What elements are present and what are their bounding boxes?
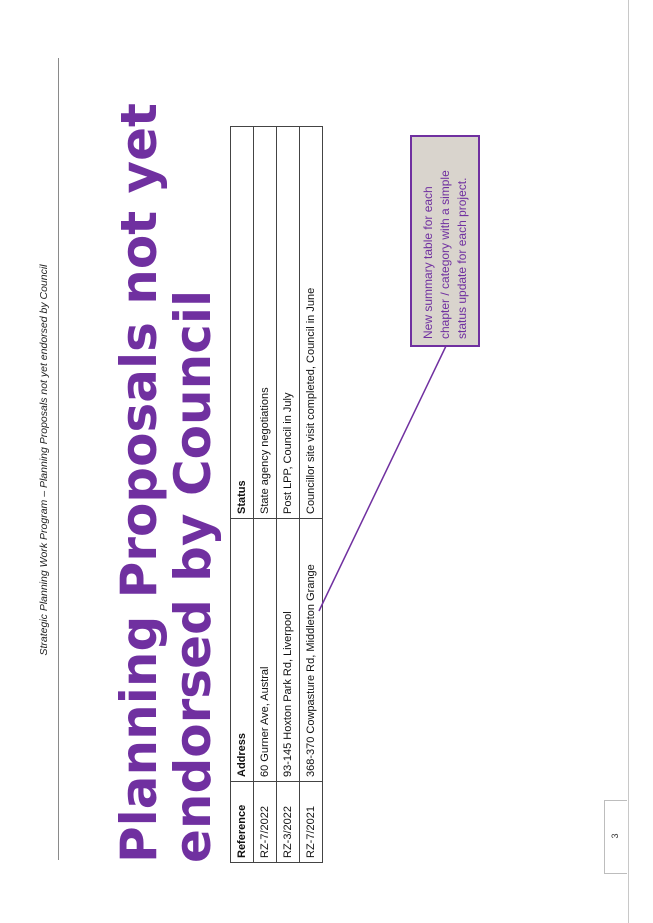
cell-reference: RZ-7/2021	[300, 782, 323, 863]
header-reference: Reference	[231, 782, 254, 863]
callout-text: New summary table for each chapter / category with a simple status update for each project.	[421, 170, 469, 339]
page-content	[112, 103, 332, 863]
table-header-row	[231, 127, 254, 863]
cell-reference: RZ-3/2022	[277, 782, 300, 863]
header-status: Status	[231, 127, 254, 519]
page-number: 3	[610, 833, 620, 839]
header-address: Address	[231, 519, 254, 782]
planning-proposals-table	[230, 126, 323, 863]
cell-status: State agency negotiations	[254, 127, 277, 519]
table-row	[277, 127, 300, 863]
table-row	[254, 127, 277, 863]
header-rule	[58, 58, 59, 860]
page-title: Planning Proposals not yet endorsed by Council	[110, 103, 222, 863]
cell-address: 93-145 Hoxton Park Rd, Liverpool	[277, 519, 300, 782]
page-edge-line	[628, 0, 629, 923]
cell-status: Councillor site visit completed, Council in June	[300, 127, 323, 519]
cell-address: 60 Gurner Ave, Austral	[254, 519, 277, 782]
cell-status: Post LPP, Council in July	[277, 127, 300, 519]
running-header: Strategic Planning Work Program – Planning Proposals not yet endorsed by Council	[38, 264, 50, 656]
cell-reference: RZ-7/2022	[254, 782, 277, 863]
cell-address: 368-370 Cowpasture Rd, Middleton Grange	[300, 519, 323, 782]
comment-callout	[410, 135, 480, 347]
connector-line	[319, 346, 446, 611]
table-row	[300, 127, 323, 863]
